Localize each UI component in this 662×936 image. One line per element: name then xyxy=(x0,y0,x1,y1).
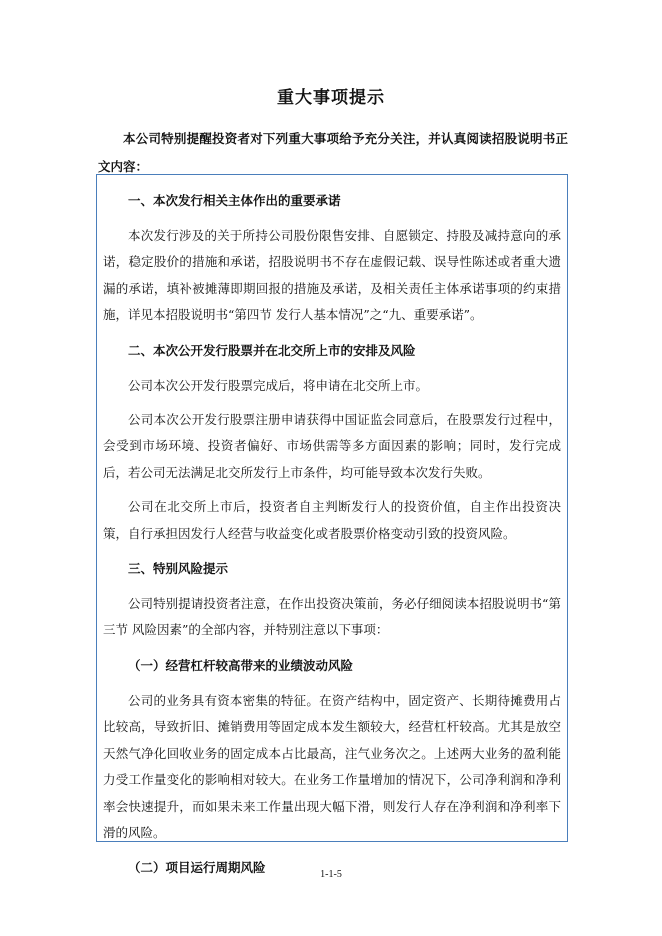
paragraph-operating-leverage: 公司的业务具有资本密集的特征。在资产结构中，固定资产、长期待摊费用占比较高，导致折旧、摊销费用等固定成本发生额较大，经营杠杆较高。尤其是放空天然气净化回收业务的固定成本占比最高，注气业务次之。上述两大业务的盈利能力受工作量变化的影响相对较大。在业务工作量增加的情况下，公司净利润和净利率会快速提升，而如果未来工作量出现大幅下滑，则发行人存在净利润和净利率下滑的风险。 xyxy=(103,692,561,840)
section-heading-1: 一、本次发行相关主体作出的重要承诺 xyxy=(128,193,341,208)
section-heading-3: 三、特别风险提示 xyxy=(128,561,229,577)
paragraph-risk-notice: 公司特别提请投资者注意，在作出投资决策前，务必仔细阅读本招股说明书“第三节 风险因素”的全部内容，并特别注意以下事项： xyxy=(103,596,561,638)
paragraph-commitments: 本次发行涉及的关于所持公司股份限售安排、自愿锁定、持股及减持意向的承诺，稳定股价的措施和承诺，招股说明书不存在虚假记载、误导性陈述或者重大遗漏的承诺，填补被摊薄即期回报的措施及承诺，及相关责任主体承诺事项的约束措施，详见本招股说明书“第四节 发行人基本情况”之“九、重要承诺”。 xyxy=(103,228,561,323)
paragraph-listing-application: 公司本次公开发行股票完成后，将申请在北交所上市。 xyxy=(128,377,429,393)
section-heading-2: 二、本次公开发行股票并在北交所上市的安排及风险 xyxy=(128,342,416,358)
paragraph-investment-risk: 公司在北交所上市后，投资者自主判断发行人的投资价值，自主作出投资决策，自行承担因发行人经营与收益变化或者股票价格变动引致的投资风险。 xyxy=(103,499,561,541)
page-number: 1-1-5 xyxy=(320,869,342,880)
subsection-heading-operating-leverage: （一）经营杠杆较高带来的业绩波动风险 xyxy=(128,657,354,673)
page-title: 重大事项提示 xyxy=(277,88,385,108)
paragraph-issuance-risk: 公司本次公开发行股票注册申请获得中国证监会同意后，在股票发行过程中，会受到市场环境、投资者偏好、市场供需等多方面因素的影响；同时，发行完成后，若公司无法满足北交所发行上市条件，均可能导致本次发行失败。 xyxy=(103,412,561,480)
intro-paragraph: 本公司特别提醒投资者对下列重大事项给予充分关注，并认真阅读招股说明书正文内容： xyxy=(98,131,568,174)
subsection-heading-project-cycle: （二）项目运行周期风险 xyxy=(128,860,266,876)
